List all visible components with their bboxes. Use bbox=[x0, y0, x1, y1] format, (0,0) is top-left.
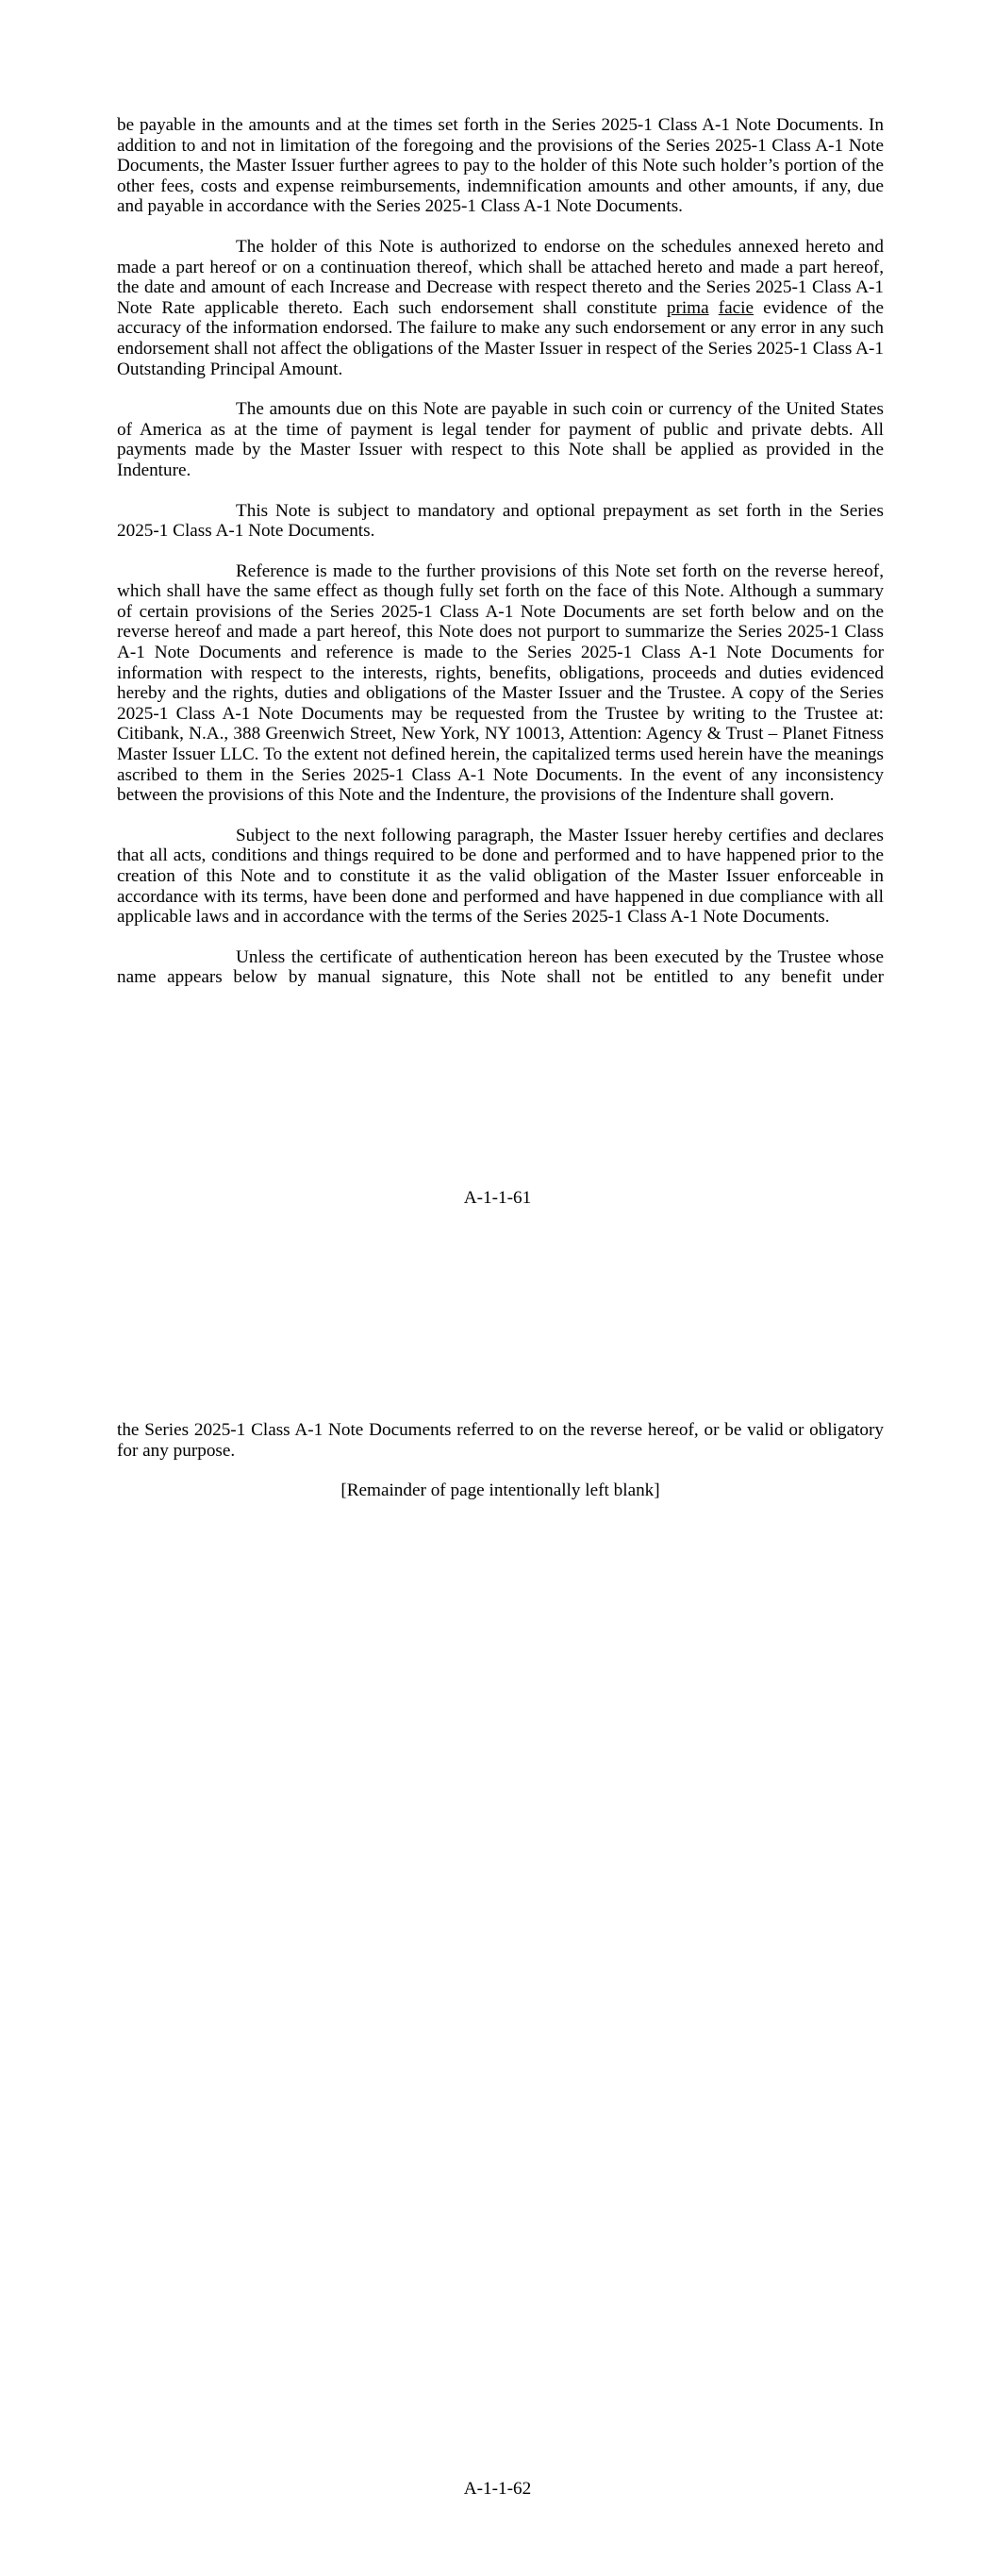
endorsement-text-end: evidence of the accuracy of the information endorsed. The failure to make any such endorsement or any error in any such endorsement shall not affect the obligations of the Master Issuer in respect of the Series 2025-1 Class A-1 Outstanding Principal Amount. bbox=[117, 297, 884, 379]
paragraph-continuation: the Series 2025-1 Class A-1 Note Documents referred to on the reverse hereof, or be valid or obligatory for any purpose. bbox=[117, 1420, 884, 1461]
page-number: A-1-1-61 bbox=[463, 1188, 532, 1208]
paragraph-reference: Reference is made to the further provisions of this Note set forth on the reverse hereof, which shall have the same effect as though fully set forth on the face of this Note. Although a summary of certain provisions of the Series 2025-1 Class A-1 Note Documents are set forth below and on the reverse hereof and made a part hereof, this Note does not purport to summarize the Series 2025-1 Class A-1 Note Documents and reference is made to the Series 2025-1 Class A-1 Note Documents for information with respect to the interests, rights, benefits, obligations, proceeds and duties evidenced hereby and the rights, duties and obligations of the Master Issuer and the Trustee. A copy of the Series 2025-1 Class A-1 Note Documents may be requested from the Trustee by writing to the Trustee at: Citibank, N.A., 388 Greenwich Street, New York, NY 10013, Attention: Agency & Trust – Planet Fitness Master Issuer LLC. To the extent not defined herein, the capitalized terms used herein have the meanings ascribed to them in the Series 2025-1 Class A-1 Note Documents. In the event of any inconsistency between the provisions of this Note and the Indenture, the provisions of the Indenture shall govern. bbox=[117, 560, 884, 806]
page-2-body bbox=[117, 1420, 884, 1501]
paragraph-authentication: Unless the certificate of authentication hereon has been executed by the Trustee whose name appears below by manual signature, this Note shall not be entitled to any benefit under bbox=[117, 946, 884, 988]
paragraph-currency: The amounts due on this Note are payable in such coin or currency of the United States of America as at the time of payment is legal tender for payment of public and private debts. All payments made by the Master Issuer with respect to this Note shall be applied as provided in the Indenture. bbox=[117, 399, 884, 480]
paragraph-endorsement bbox=[117, 237, 884, 379]
prima-term: prima bbox=[666, 297, 709, 318]
blank-page-notice: [Remainder of page intentionally left blank] bbox=[340, 1480, 660, 1501]
facie-term: facie bbox=[718, 297, 755, 318]
document-page-2 bbox=[0, 1288, 995, 2576]
paragraph-certification: Subject to the next following paragraph, the Master Issuer hereby certifies and declares that all acts, conditions and things required to be done and performed and to have happened prior to the creation of this Note and to constitute it as the valid obligation of the Master Issuer enforceable in accordance with its terms, have been done and performed and have happened in due compliance with all applicable laws and in accordance with the terms of the Series 2025-1 Class A-1 Note Documents. bbox=[117, 825, 884, 928]
paragraph-prepayment: This Note is subject to mandatory and optional prepayment as set forth in the Series 2025-1 Class A-1 Note Documents. bbox=[117, 500, 884, 542]
page-number: A-1-1-62 bbox=[463, 2479, 532, 2499]
page-1-body bbox=[117, 115, 884, 1008]
paragraph-payment-terms: be payable in the amounts and at the times set forth in the Series 2025-1 Class A-1 Note Documents. In addition to and not in limitation of the foregoing and the provisions of the Series 2025-1 Class A-1 Note Documents, the Master Issuer further agrees to pay to the holder of this Note such holder’s portion of the other fees, costs and expense reimbursements, indemnification amounts and other amounts, if any, due and payable in accordance with the Series 2025-1 Class A-1 Note Documents. bbox=[117, 115, 884, 217]
endorsement-text-start: The holder of this Note is authorized to endorse on the schedules annexed hereto and made a part hereof or on a continuation thereof, which shall be attached hereto and made a part hereof, the date and amount of each Increase and Decrease with respect thereto and the Series 2025-1 Class A-1 Note Rate applicable thereto. Each such endorsement shall constitute bbox=[117, 236, 884, 318]
